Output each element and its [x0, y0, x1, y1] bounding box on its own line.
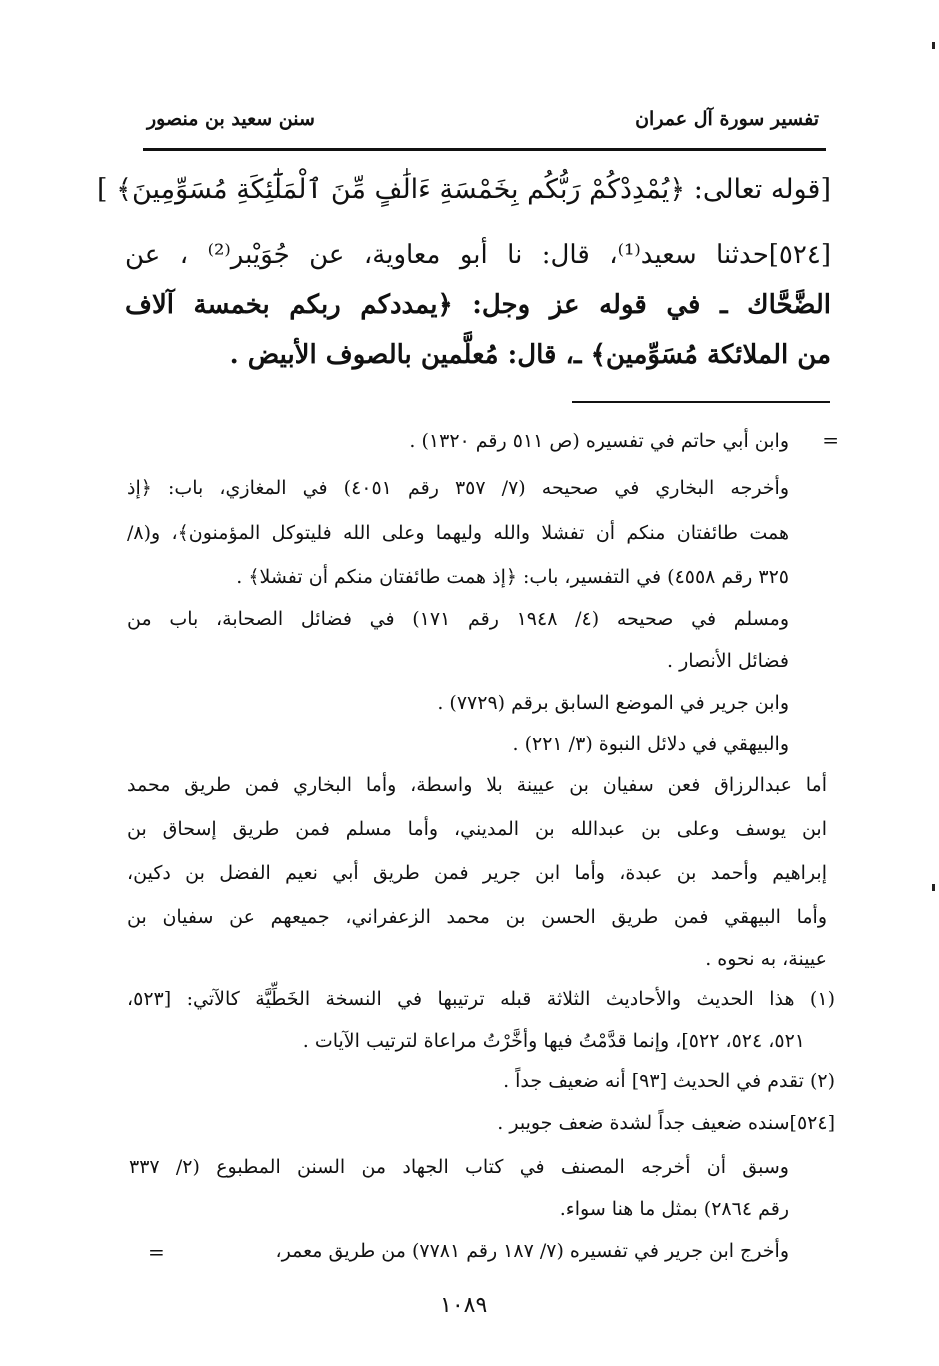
footnote-line: وأخرجه البخاري في صحيحه (٧/ ٣٥٧ رقم ٤٠٥١) في المغازي، باب: ﴿إذ [127, 477, 790, 499]
hadith-line-3: من الملائكة مُسَوِّمين﴾ ـ، قال: مُعلَّمين بالصوف الأبيض . [229, 340, 831, 370]
footnote-line: وأما البيهقي فمن طريق الحسن بن محمد الزعفراني، جميعهم عن سفيان بن [127, 906, 827, 928]
footnote-line: ٥٢١، ٥٢٤، ٥٢٢]، وإنما قدَّمْتُ فيها وأخَّرْتُ مراعاة لترتيب الآيات . [302, 1030, 805, 1052]
continuation-mark-top: = [822, 428, 839, 452]
footnote-line: (١) هذا الحديث والأحاديث الثلاثة قبله ترتيبها في النسخة الخَطِّيَّة كالآتي: [٥٢٣، [127, 988, 835, 1010]
footnote-line: وسبق أن أخرجه المصنف في كتاب الجهاد من السنن المطبوع (٢/ ٣٣٧ [129, 1156, 789, 1178]
footnote-line: ابن يوسف وعلى بن عبدالله بن المديني، وأما مسلم فمن طريق إسحاق بن [127, 818, 827, 840]
scan-edge-mark [932, 884, 935, 891]
footnote-line: والبيهقي في دلائل النبوة (٣/ ٢٢١) . [512, 733, 789, 755]
verse-heading: [قوله تعالى: ﴿يُمْدِدْكُمْ رَبُّكُم بِخَمْسَةِ ءَالَٰفٍ مِّنَ ٱلْمَلَٰٓئِكَةِ مُسَوِّمِينَ﴾ ] [97, 174, 831, 205]
header-rule [143, 148, 826, 151]
footnote-line: همت طائفتان منكم أن تفشلا والله وليهما وعلى الله فليتوكل المؤمنون﴾، و(٨/ [127, 522, 789, 544]
continuation-mark-bottom: = [148, 1240, 165, 1264]
page-number: ١٠٨٩ [440, 1293, 488, 1318]
footnote-line: [٥٢٤]سنده ضعيف جداً لشدة ضعف جويبر . [497, 1112, 835, 1134]
hadith-line-1: [٥٢٤]حدثنا سعيد⁽¹⁾، قال: نا أبو معاوية، عن جُوَيْبر⁽²⁾ ، عن [125, 240, 831, 270]
running-header-book: سنن سعيد بن منصور [147, 108, 315, 130]
footnote-line: رقم ٢٨٦٤) بمثل ما هنا سواء. [559, 1198, 789, 1220]
footnote-line: وابن أبي حاتم في تفسيره (ص ٥١١ رقم ١٣٢٠) . [409, 430, 789, 452]
footnote-line: وأخرج ابن جرير في تفسيره (٧/ ١٨٧ رقم ٧٧٨١) من طريق معمر، [275, 1240, 789, 1262]
footnote-line: وابن جرير في الموضع السابق برقم (٧٧٢٩) . [437, 692, 789, 714]
footnote-line: فضائل الأنصار . [667, 650, 789, 672]
footnote-line: عيينة، به نحوه . [705, 948, 827, 970]
hadith-line-2: الضَّحَّاك ـ في قوله عز وجل: ﴿يمددكم ربكم بخمسة آلاف [125, 290, 831, 320]
footnote-line: ٣٢٥ رقم ٤٥٥٨) في التفسير، باب: ﴿إذ همت طائفتان منكم أن تفشلا﴾ . [236, 566, 789, 588]
scan-edge-mark [932, 42, 935, 49]
footnote-rule [572, 401, 830, 403]
footnote-line: أما عبدالرزاق فعن سفيان بن عيينة بلا واسطة، وأما البخاري فمن طريق محمد [127, 774, 827, 796]
running-header-chapter: تفسير سورة آل عمران [635, 108, 819, 130]
footnote-line: ومسلم في صحيحه (٤/ ١٩٤٨ رقم ١٧١) في فضائل الصحابة، باب من [127, 608, 789, 630]
footnote-line: إبراهيم وأحمد بن عبدة، وأما ابن جرير فمن طريق أبي نعيم الفضل بن دكين، [127, 862, 827, 884]
footnote-line: (٢) تقدم في الحديث [٩٣] أنه ضعيف جداً . [503, 1070, 835, 1092]
